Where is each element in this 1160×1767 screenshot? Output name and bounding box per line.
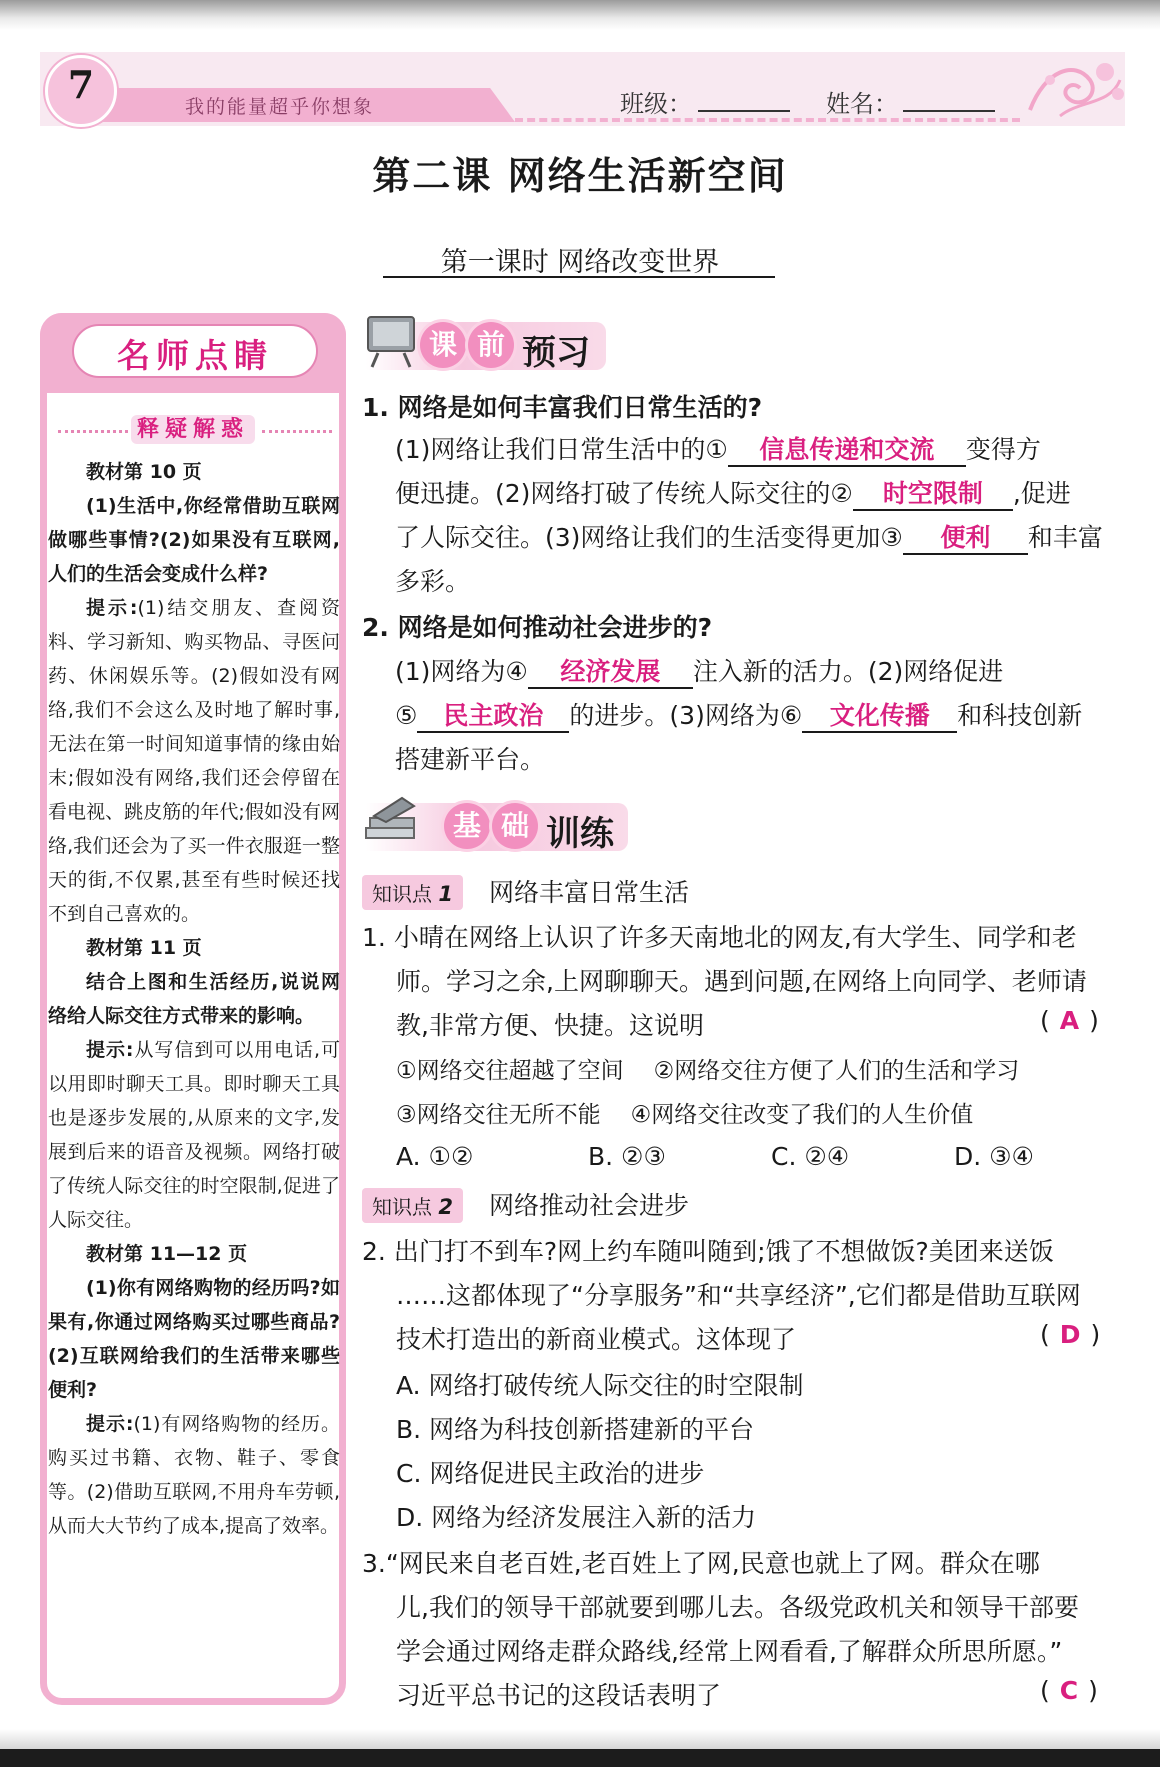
text: 变得方 [965, 435, 1041, 464]
hint-label: 提示: [86, 1413, 134, 1435]
preview-q1-line1 [395, 430, 1122, 467]
preview-q1-line2 [395, 474, 1155, 511]
header-slogan: 我的能量超乎你想象 [185, 96, 375, 118]
training-q1-stmts-b [396, 1096, 1156, 1129]
tag-number: 2 [438, 1195, 453, 1219]
tip-hint [48, 1407, 340, 1543]
question-text: 网络是如何丰富我们日常生活的? [397, 393, 763, 422]
knowledge-point-tag [362, 875, 463, 910]
option: C. ②④ [771, 1142, 850, 1171]
training-q2-line1 [362, 1232, 1122, 1268]
preview-q1-line3 [395, 518, 1155, 555]
answer-blank-3: 便利 [903, 523, 1028, 555]
faq-heading-text: 释疑解惑 [131, 415, 255, 444]
training-q2-option-c: C. 网络促进民主政治的进步 [396, 1459, 705, 1488]
flower-ornament-icon [1020, 50, 1130, 124]
question-number: 1. [362, 393, 389, 422]
training-q1-line1 [362, 918, 1122, 954]
class-label: 班级： [620, 90, 692, 118]
training-badge-word: 训练 [546, 814, 614, 854]
knowledge-point-2 [362, 1186, 1122, 1223]
hint-text: (1)结交朋友、查阅资料、学习新知、购买物品、寻医问药、休闲娱乐等。(2)假如没有网络,我们不会这么及时地了解时事,无法在第一时间知道事情的缘由始末;假如没有网络,我们还会停留在看电视、跳皮筋的年代;假如没有网络,我们还会为了买一件衣服逛一整天的街,不仅累,甚至有些时候还找不到自己喜欢的。 [48, 597, 340, 925]
knowledge-point-tag [362, 1188, 463, 1223]
training-q2-option-b: B. 网络为科技创新搭建新的平台 [396, 1415, 755, 1444]
option: B. ②③ [588, 1142, 666, 1171]
training-q1-line2: 师。学习之余,上网聊聊天。遇到问题,在网络上向同学、老师请 [396, 967, 1087, 996]
tip-hint [48, 1033, 340, 1237]
text: 的进步。(3)网络为⑥ [569, 701, 803, 730]
option: A. ①② [396, 1142, 474, 1171]
hint-text: (1)有网络购物的经历。购买过书籍、衣物、鞋子、零食等。(2)借助互联网,不用舟车劳顿,从而大大节约了成本,提高了效率。 [48, 1413, 340, 1537]
hint-label: 提示: [86, 597, 138, 619]
training-badge-char: 基 [444, 803, 490, 849]
faq-heading [0, 412, 386, 443]
preview-q2-line3: 搭建新平台。 [395, 745, 546, 774]
training-badge [444, 803, 614, 855]
text: 了人际交往。(3)网络让我们的生活变得更加③ [395, 523, 903, 552]
training-q2-line3: 技术打造出的新商业模式。这体现了 [396, 1325, 797, 1354]
tag-label: 知识点 [372, 1195, 432, 1219]
tag-label: 知识点 [372, 882, 432, 906]
bottom-shadow [0, 1729, 1160, 1749]
text: 和科技创新 [957, 701, 1083, 730]
preview-badge-char: 课 [420, 322, 466, 368]
answer-blank-5: 民主政治 [417, 701, 569, 733]
question-number: 3. [362, 1549, 386, 1578]
hint-label: 提示: [86, 1039, 134, 1061]
preview-q1-line4: 多彩。 [395, 567, 471, 596]
tip-question: (1)生活中,你经常借助互联网做哪些事情?(2)如果没有互联网,人们的生活会变成什么样? [48, 495, 340, 585]
name-blank [903, 110, 995, 112]
training-q2-option-d: D. 网络为经济发展注入新的活力 [396, 1503, 757, 1532]
question-number: 1. [362, 923, 386, 952]
subtitle-underline [383, 276, 775, 278]
text: 小晴在网络上认识了许多天南地北的网友,有大学生、同学和老 [393, 923, 1077, 952]
textbook-page-ref: 教材第 11—12 页 [86, 1243, 248, 1265]
statement: ④网络交往改变了我们的人生价值 [630, 1102, 974, 1128]
books-icon [362, 792, 420, 848]
textbook-page-ref: 教材第 10 页 [86, 461, 202, 483]
preview-badge [420, 322, 590, 374]
training-q3-line2: 儿,我们的领导干部就要到哪儿去。各级党政机关和领导干部要 [396, 1593, 1079, 1622]
text: 和丰富 [1027, 523, 1103, 552]
question-text: 网络是如何推动社会进步的? [397, 613, 713, 642]
text: ,促进 [1012, 479, 1071, 508]
training-q1-line3: 教,非常方便、快捷。这说明 [396, 1011, 704, 1040]
training-q2-option-a: A. 网络打破传统人际交往的时空限制 [396, 1371, 804, 1400]
bottom-bar [0, 1749, 1160, 1767]
text: 便迅捷。(2)网络打破了传统人际交往的② [395, 479, 853, 508]
tip-hint [48, 591, 340, 931]
preview-q2 [362, 608, 1122, 644]
knowledge-point-title: 网络推动社会进步 [488, 1191, 689, 1220]
preview-q1 [362, 388, 1122, 424]
textbook-page-ref: 教材第 11 页 [86, 937, 202, 959]
preview-q2-line2 [395, 696, 1155, 733]
statement: ①网络交往超越了空间 [396, 1058, 624, 1084]
training-q3-line1 [362, 1544, 1122, 1580]
training-q2-answer: ( D ) [1040, 1320, 1101, 1349]
answer-letter: A [1059, 1006, 1080, 1035]
text: ⑤ [395, 701, 418, 730]
question-number: 2. [362, 613, 389, 642]
lesson-subtitle: 第一课时 网络改变世界 [440, 247, 720, 278]
lesson-title: 第二课 网络生活新空间 [372, 154, 788, 198]
name-label: 姓名： [826, 90, 898, 118]
text: 出门打不到车?网上约车随叫随到;饿了不想做饭?美团来送饭 [393, 1237, 1054, 1266]
training-q3-line3: 学会通过网络走群众路线,经常上网看看,了解群众所思所愿。” [396, 1637, 1063, 1666]
hint-text: 从写信到可以用电话,可以用即时聊天工具。即时聊天工具也是逐步发展的,从原来的文字,发展到后来的语音及视频。网络打破了传统人际交往的时空限制,促进了人际交往。 [48, 1039, 340, 1231]
text: (1)网络让我们日常生活中的① [395, 435, 728, 464]
statement: ③网络交往无所不能 [396, 1102, 601, 1128]
header-dash-line [515, 118, 1020, 122]
knowledge-point-title: 网络丰富日常生活 [488, 878, 689, 907]
preview-badge-char: 前 [468, 322, 514, 368]
option: D. ③④ [954, 1142, 1034, 1171]
page-number: 7 [67, 62, 95, 107]
tip-question: (1)你有网络购物的经历吗?如果有,你通过网络购买过哪些商品?(2)互联网给我们的生活带来哪些便利? [48, 1277, 340, 1401]
answer-letter: C [1059, 1676, 1079, 1705]
knowledge-point-1 [362, 873, 1122, 910]
training-q1-answer: ( A ) [1040, 1006, 1099, 1035]
training-badge-char: 础 [492, 803, 538, 849]
training-q1-options [396, 1142, 1156, 1171]
tip-question: 结合上图和生活经历,说说网络给人际交往方式带来的影响。 [48, 971, 340, 1027]
training-q2-line2: ……这都体现了“分享服务”和“共享经济”,它们都是借助互联网 [396, 1281, 1081, 1310]
training-q3-line4: 习近平总书记的这段话表明了 [396, 1681, 722, 1710]
tag-number: 1 [438, 882, 453, 906]
answer-blank-1: 信息传递和交流 [728, 435, 966, 467]
preview-badge-word: 预习 [522, 333, 590, 373]
text: (1)网络为④ [395, 657, 528, 686]
text: “网民来自老百姓,老百姓上了网,民意也就上了网。群众在哪 [385, 1549, 1040, 1578]
training-q3-answer: ( C ) [1040, 1676, 1098, 1705]
teacher-tips-heading: 名师点睛 [117, 336, 273, 375]
preview-q2-line1 [395, 652, 1155, 689]
class-blank [698, 110, 790, 112]
question-number: 2. [362, 1237, 386, 1266]
top-shadow [0, 0, 1160, 30]
answer-letter: D [1059, 1320, 1081, 1349]
answer-blank-4: 经济发展 [528, 657, 693, 689]
answer-blank-2: 时空限制 [853, 479, 1013, 511]
teacher-tips-body [48, 455, 340, 1543]
training-q1-stmts-a [396, 1052, 1156, 1085]
answer-blank-6: 文化传播 [802, 701, 957, 733]
text: 注入新的活力。(2)网络促进 [692, 657, 1004, 686]
statement: ②网络交往方便了人们的生活和学习 [653, 1058, 1020, 1084]
blackboard-icon [362, 313, 420, 369]
